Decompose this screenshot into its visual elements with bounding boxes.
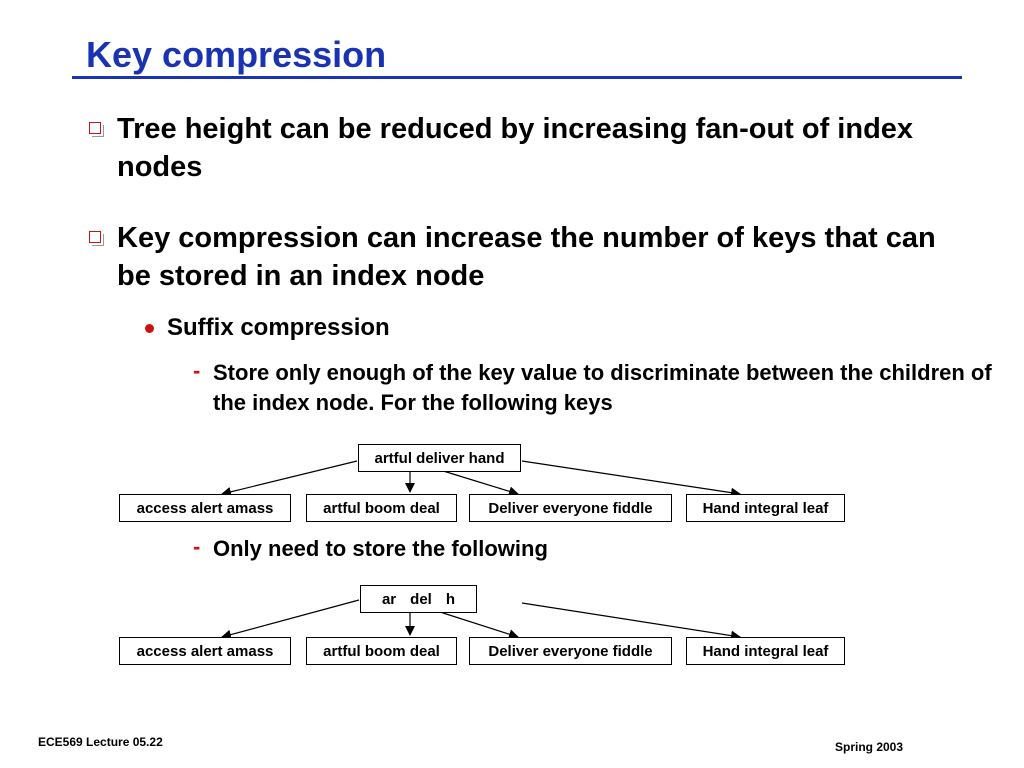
slide-title: Key compression <box>86 34 387 75</box>
tree1-child-node: access alert amass <box>119 494 291 522</box>
bullet-1: Tree height can be reduced by increasing fan-out of index nodes <box>117 113 914 183</box>
footer-lecture: ECE569 Lecture 05.22 <box>38 735 163 749</box>
tree2-child-node: access alert amass <box>119 637 291 665</box>
tree1-child-node: Hand integral leaf <box>686 494 845 522</box>
tree2-root-node <box>360 585 477 613</box>
tree2-root-key: h <box>445 590 456 608</box>
dash-item-2: Only need to store the following <box>213 536 548 561</box>
tree2-child-node: artful boom deal <box>306 637 457 665</box>
bullet-2: Key compression can increase the number of keys that can be stored in an index node <box>117 222 936 292</box>
dash-bullet-icon: - <box>193 358 201 383</box>
dash-bullet-icon: - <box>193 534 201 559</box>
sub-bullet-suffix: Suffix compression <box>167 314 390 341</box>
tree2-root-key: del <box>410 590 432 608</box>
tree1-root-node: artful deliver hand <box>358 444 521 472</box>
tree2-child-node: Hand integral leaf <box>686 637 845 665</box>
tree2-root-key: ar <box>381 590 397 608</box>
tree2-child-node: Deliver everyone fiddle <box>469 637 672 665</box>
dash-item-1: Store only enough of the key value to discriminate between the children of the index node. For the following keys <box>213 360 992 415</box>
tree1-child-node: Deliver everyone fiddle <box>469 494 672 522</box>
tree1-child-node: artful boom deal <box>306 494 457 522</box>
footer-term: Spring 2003 <box>835 740 904 754</box>
